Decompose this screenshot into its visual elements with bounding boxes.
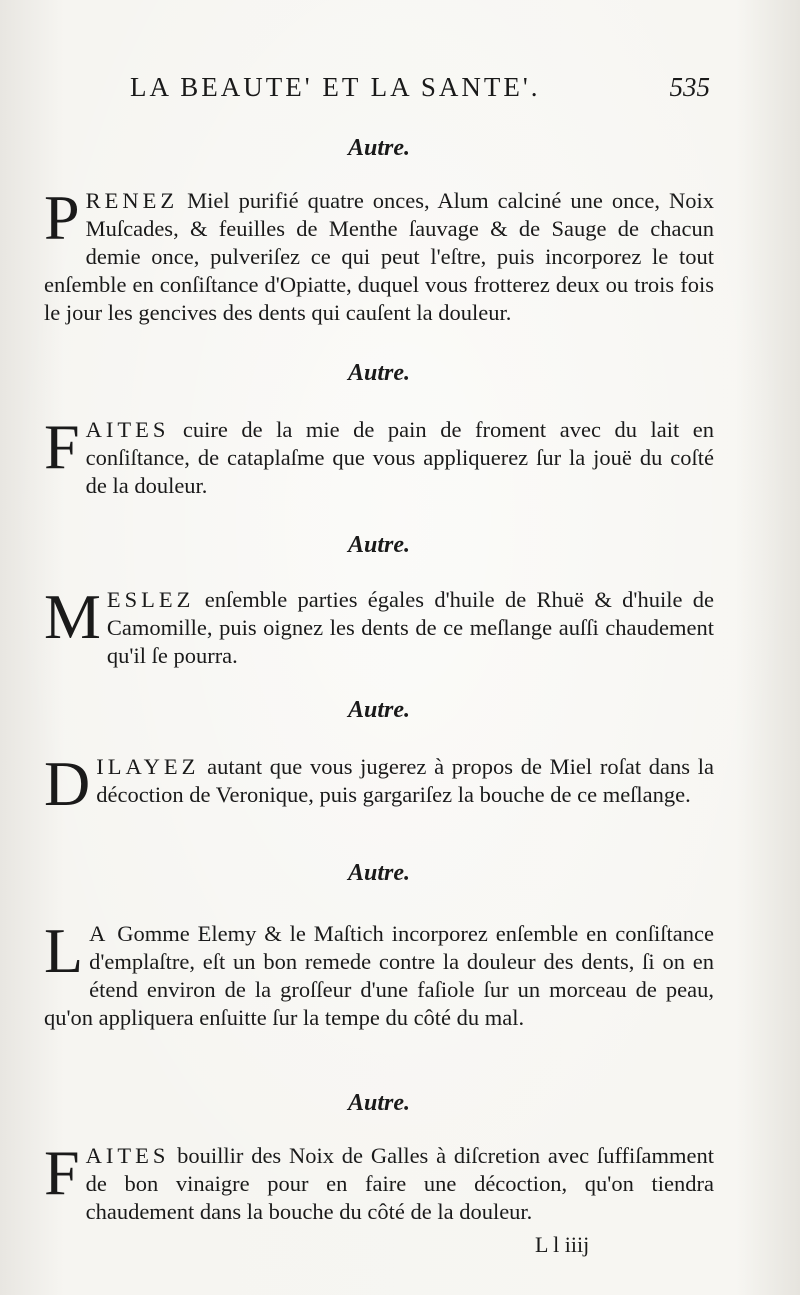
recipe-paragraph <box>44 411 714 500</box>
recipe-paragraph <box>44 182 714 327</box>
signature-mark: L l iiij <box>535 1232 590 1257</box>
paragraph-text: bouillir des Noix de Galles à diſcretion avec ſuffiſamment de bon vinaigre pour en faire une décoction, qu'on tiendra chaudement dans la bouche du côté de la douleur. <box>85 1143 714 1224</box>
recipe-paragraph <box>44 581 714 670</box>
drop-cap: F <box>44 411 80 482</box>
lead-word: ILAYEZ <box>96 754 200 779</box>
recipe-section <box>44 695 714 819</box>
recipe-section <box>44 530 714 670</box>
running-title: LA BEAUTE' ET LA SANTE'. <box>130 72 541 102</box>
section-heading: Autre. <box>347 1090 410 1116</box>
section-heading: Autre. <box>347 532 410 558</box>
lead-word: AITES <box>85 417 170 442</box>
drop-cap: D <box>44 748 91 819</box>
lead-word: A <box>89 921 110 946</box>
paragraph-text: cuire de la mie de pain de froment avec du lait en conſiſtance, de cataplaſme que vous appliquerez ſur la jouë du coſté de la douleur. <box>85 417 714 498</box>
drop-cap: F <box>44 1137 80 1208</box>
page-header <box>130 72 710 112</box>
section-heading: Autre. <box>347 697 410 723</box>
recipe-section <box>44 133 714 327</box>
drop-cap: L <box>44 915 84 986</box>
lead-word: AITES <box>85 1143 170 1168</box>
recipe-section <box>44 358 714 500</box>
page-number: 535 <box>669 72 710 102</box>
drop-cap: P <box>44 182 80 253</box>
recipe-section <box>44 1088 714 1226</box>
lead-word: RENEZ <box>85 188 179 213</box>
section-heading: Autre. <box>347 135 410 161</box>
paragraph-text: enſemble parties égales d'huile de Rhuë & d'huile de Camomille, puis oignez les dents de ce meſlange auſſi chaudement qu'il ſe pourra. <box>106 587 714 668</box>
recipe-paragraph <box>44 1137 714 1226</box>
paragraph-text: autant que vous jugerez à propos de Miel roſat dans la décoction de Veronique, puis gargariſez la bouche de ce meſlange. <box>96 754 714 807</box>
recipe-paragraph <box>44 748 714 819</box>
lead-word: ESLEZ <box>106 587 195 612</box>
drop-cap: M <box>44 581 101 652</box>
recipe-section <box>44 858 714 1032</box>
section-heading: Autre. <box>347 360 410 386</box>
paragraph-text: Gomme Elemy & le Maſtich incorporez enſemble en conſiſtance d'emplaſtre, eſt un bon remede contre la douleur des dents, ſi on en étend environ de la groſſeur d'une faſiole ſur un morceau de peau, qu'on appliquera enſuitte ſur la tempe du côté du mal. <box>44 921 714 1030</box>
recipe-paragraph <box>44 915 714 1032</box>
section-heading: Autre. <box>347 860 410 886</box>
paragraph-text: Miel purifié quatre onces, Alum calciné une once, Noix Muſcades, & feuilles de Menthe ſauvage & de Sauge de chacun demie once, pulveriſez ce qui peut l'eſtre, puis incorporez le tout enſemble en conſiſtance d'Opiatte, duquel vous frotterez deux ou trois fois le jour les gencives des dents qui cauſent la douleur. <box>44 188 714 325</box>
